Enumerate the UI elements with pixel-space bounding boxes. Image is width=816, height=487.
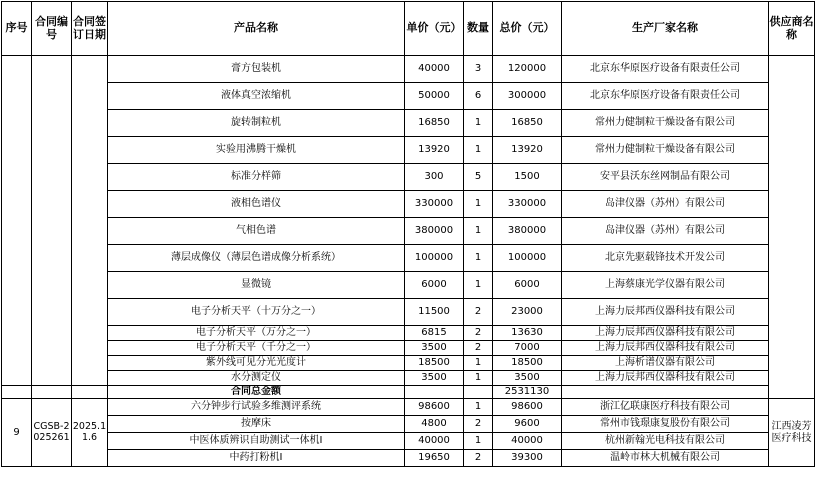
qty-cell: 1 [464, 272, 493, 299]
table-row [2, 416, 815, 433]
manufacturer-cell: 上海力辰邦西仪器科技有限公司 [562, 341, 769, 356]
unit-price-cell: 4800 [405, 416, 464, 433]
header-seq: 序号 [2, 2, 32, 56]
qty-cell: 2 [464, 299, 493, 326]
manufacturer-cell: 杭州新翰光电科技有限公司 [562, 433, 769, 450]
table-row [2, 137, 815, 164]
blank-cell [562, 386, 769, 399]
manufacturer-cell: 上海析谱仪器有限公司 [562, 356, 769, 371]
table-row [2, 272, 815, 299]
unit-price-cell: 19650 [405, 450, 464, 467]
qty-cell: 1 [464, 110, 493, 137]
unit-price-cell: 3500 [405, 341, 464, 356]
total-cell: 7000 [493, 341, 562, 356]
blank-cell [72, 386, 108, 399]
total-cell: 100000 [493, 245, 562, 272]
qty-cell: 2 [464, 416, 493, 433]
product-cell: 标准分样筛 [108, 164, 405, 191]
total-value: 2531130 [493, 386, 562, 399]
product-cell: 电子分析天平（千分之一） [108, 341, 405, 356]
table-row [2, 218, 815, 245]
supplier-cell [769, 56, 815, 399]
unit-price-cell: 18500 [405, 356, 464, 371]
table-row [2, 110, 815, 137]
manufacturer-cell: 上海力辰邦西仪器科技有限公司 [562, 299, 769, 326]
unit-price-cell: 6000 [405, 272, 464, 299]
header-contract-no: 合同编号 [32, 2, 72, 56]
qty-cell: 3 [464, 56, 493, 83]
total-cell: 300000 [493, 83, 562, 110]
total-cell: 330000 [493, 191, 562, 218]
product-cell: 液相色谱仪 [108, 191, 405, 218]
manufacturer-cell: 岛津仪器（苏州）有限公司 [562, 218, 769, 245]
qty-cell: 1 [464, 218, 493, 245]
qty-cell: 2 [464, 326, 493, 341]
unit-price-cell: 330000 [405, 191, 464, 218]
total-cell: 3500 [493, 371, 562, 386]
table-row [2, 164, 815, 191]
manufacturer-cell: 常州市钱璟康复股份有限公司 [562, 416, 769, 433]
sign-date-cell [72, 56, 108, 386]
qty-cell: 1 [464, 356, 493, 371]
unit-price-cell: 6815 [405, 326, 464, 341]
product-cell: 显微镜 [108, 272, 405, 299]
manufacturer-cell: 上海蔡康光学仪器有限公司 [562, 272, 769, 299]
manufacturer-cell: 北京东华原医疗设备有限责任公司 [562, 56, 769, 83]
header-row [2, 2, 815, 56]
qty-cell: 1 [464, 433, 493, 450]
total-cell: 120000 [493, 56, 562, 83]
product-cell: 旋转制粒机 [108, 110, 405, 137]
product-cell: 气相色谱 [108, 218, 405, 245]
table-row [2, 83, 815, 110]
qty-cell: 1 [464, 137, 493, 164]
sign-date-cell: 2025.11.6 [72, 399, 108, 467]
unit-price-cell: 3500 [405, 371, 464, 386]
total-cell: 39300 [493, 450, 562, 467]
manufacturer-cell: 上海力辰邦西仪器科技有限公司 [562, 371, 769, 386]
manufacturer-cell: 温岭市林大机械有限公司 [562, 450, 769, 467]
unit-price-cell: 11500 [405, 299, 464, 326]
unit-price-cell: 16850 [405, 110, 464, 137]
table-row [2, 341, 815, 356]
unit-price-cell: 380000 [405, 218, 464, 245]
total-cell: 18500 [493, 356, 562, 371]
table-row [2, 399, 815, 416]
product-cell: 六分钟步行试验多维测评系统 [108, 399, 405, 416]
header-total-price: 总价（元） [493, 2, 562, 56]
total-cell: 1500 [493, 164, 562, 191]
supplier-cell: 江西凌芳医疗科技 [769, 399, 815, 467]
manufacturer-cell: 浙江亿联康医疗科技有限公司 [562, 399, 769, 416]
product-cell: 水分测定仪 [108, 371, 405, 386]
total-cell: 13920 [493, 137, 562, 164]
header-qty: 数量 [464, 2, 493, 56]
product-cell: 中医体质辨识自助测试一体机Ⅰ [108, 433, 405, 450]
total-cell: 6000 [493, 272, 562, 299]
product-cell: 电子分析天平（十万分之一） [108, 299, 405, 326]
unit-price-cell: 98600 [405, 399, 464, 416]
manufacturer-cell: 上海力辰邦西仪器科技有限公司 [562, 326, 769, 341]
product-cell: 电子分析天平（万分之一） [108, 326, 405, 341]
qty-cell: 1 [464, 191, 493, 218]
contract-no-cell: CGSB-2025261 [32, 399, 72, 467]
header-sign-date: 合同签订日期 [72, 2, 108, 56]
blank-cell [464, 386, 493, 399]
table-row [2, 450, 815, 467]
total-cell: 98600 [493, 399, 562, 416]
header-supplier: 供应商名称 [769, 2, 815, 56]
product-cell: 薄层成像仪（薄层色谱成像分析系统） [108, 245, 405, 272]
seq-cell: 9 [2, 399, 32, 467]
total-cell: 13630 [493, 326, 562, 341]
total-row [2, 386, 815, 399]
manufacturer-cell: 北京先驱载锋技术开发公司 [562, 245, 769, 272]
total-cell: 380000 [493, 218, 562, 245]
product-cell: 液体真空浓缩机 [108, 83, 405, 110]
product-cell: 中药打粉机Ⅰ [108, 450, 405, 467]
total-cell: 9600 [493, 416, 562, 433]
unit-price-cell: 50000 [405, 83, 464, 110]
table-row [2, 245, 815, 272]
qty-cell: 5 [464, 164, 493, 191]
product-cell: 膏方包装机 [108, 56, 405, 83]
table-row [2, 356, 815, 371]
blank-cell [32, 386, 72, 399]
table-row [2, 191, 815, 218]
seq-cell [2, 56, 32, 386]
total-cell: 40000 [493, 433, 562, 450]
total-label: 合同总金额 [108, 386, 405, 399]
table-row [2, 326, 815, 341]
manufacturer-cell: 常州力健制粒干燥设备有限公司 [562, 137, 769, 164]
manufacturer-cell: 岛津仪器（苏州）有限公司 [562, 191, 769, 218]
total-cell: 23000 [493, 299, 562, 326]
qty-cell: 1 [464, 399, 493, 416]
unit-price-cell: 300 [405, 164, 464, 191]
table-row [2, 371, 815, 386]
header-unit-price: 单价（元） [405, 2, 464, 56]
unit-price-cell: 100000 [405, 245, 464, 272]
qty-cell: 1 [464, 371, 493, 386]
qty-cell: 6 [464, 83, 493, 110]
procurement-table [1, 1, 815, 467]
product-cell: 按摩床 [108, 416, 405, 433]
blank-cell [405, 386, 464, 399]
manufacturer-cell: 常州力健制粒干燥设备有限公司 [562, 110, 769, 137]
table-row [2, 433, 815, 450]
product-cell: 实验用沸腾干燥机 [108, 137, 405, 164]
header-manufacturer: 生产厂家名称 [562, 2, 769, 56]
blank-cell [2, 386, 32, 399]
header-product: 产品名称 [108, 2, 405, 56]
manufacturer-cell: 安平县沃东丝网制品有限公司 [562, 164, 769, 191]
total-cell: 16850 [493, 110, 562, 137]
unit-price-cell: 40000 [405, 56, 464, 83]
qty-cell: 1 [464, 245, 493, 272]
qty-cell: 2 [464, 341, 493, 356]
unit-price-cell: 13920 [405, 137, 464, 164]
qty-cell: 2 [464, 450, 493, 467]
contract-no-cell [32, 56, 72, 386]
table-row [2, 299, 815, 326]
unit-price-cell: 40000 [405, 433, 464, 450]
product-cell: 紫外线可见分光光度计 [108, 356, 405, 371]
table-row [2, 56, 815, 83]
manufacturer-cell: 北京东华原医疗设备有限责任公司 [562, 83, 769, 110]
